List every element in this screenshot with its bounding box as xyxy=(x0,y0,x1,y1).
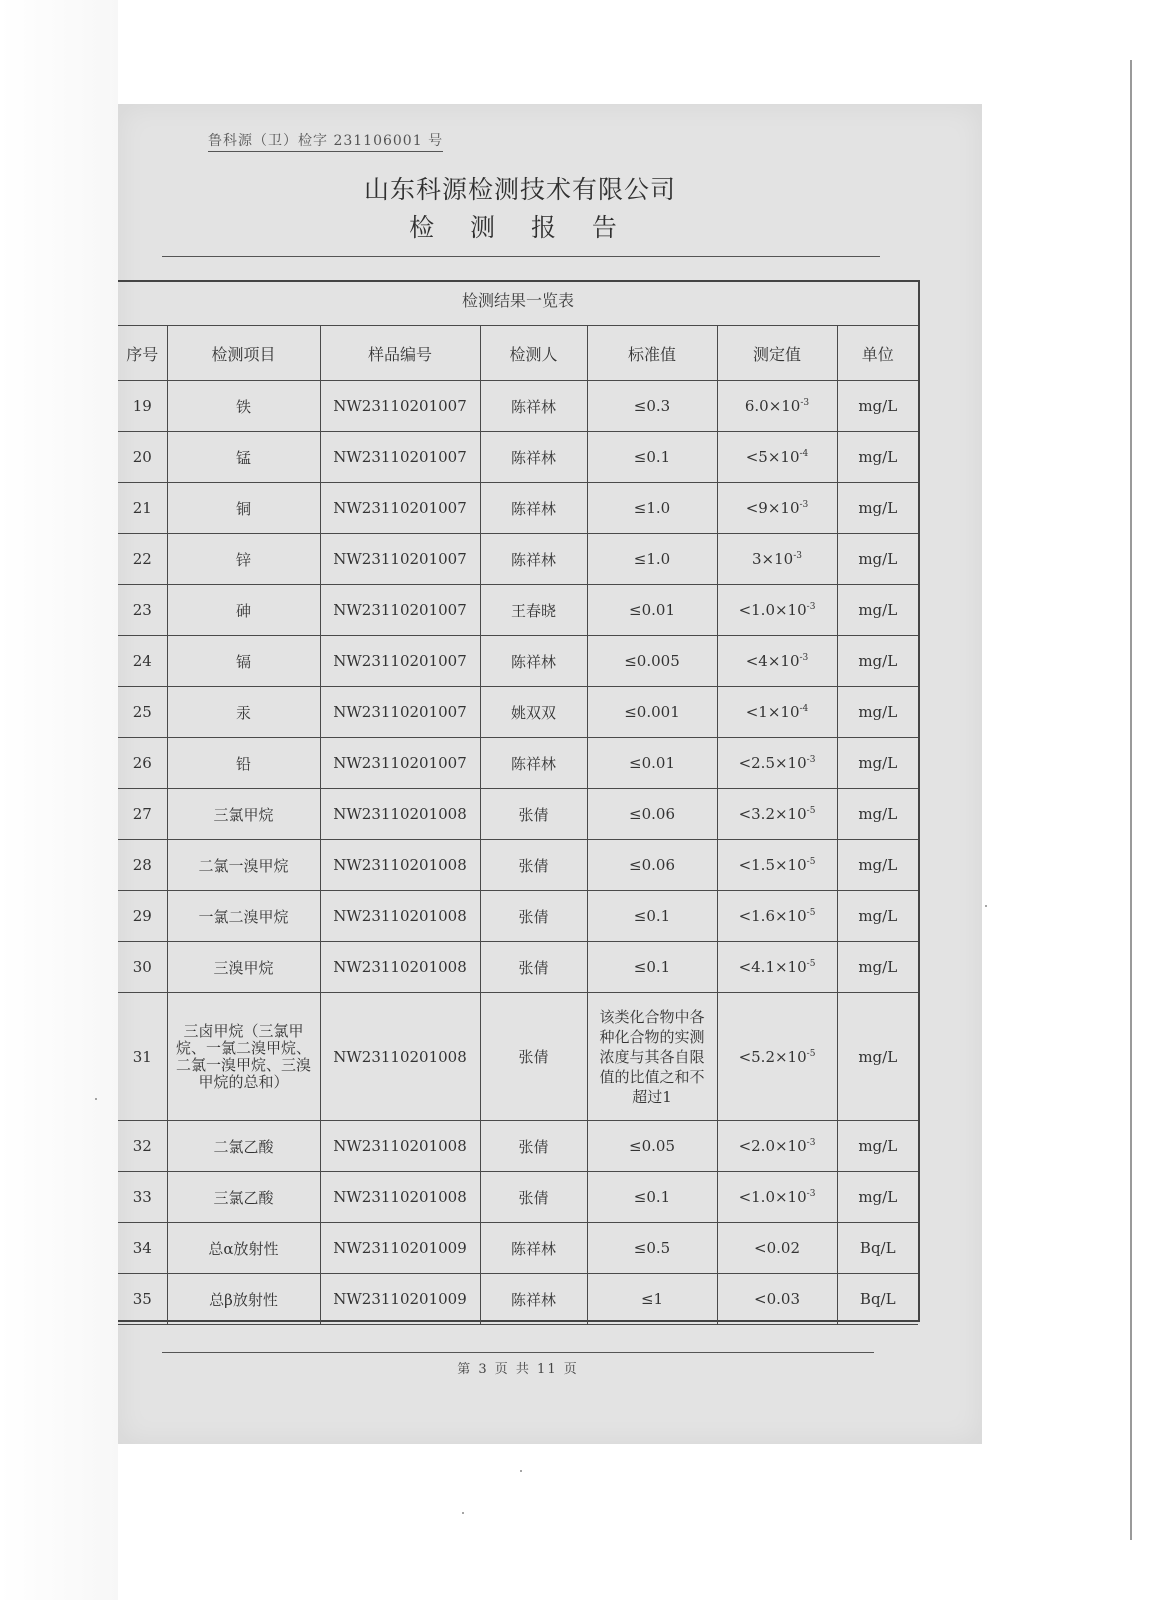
cell-tester: 王春晓 xyxy=(480,585,587,636)
cell-item: 三氯乙酸 xyxy=(167,1172,320,1223)
cell-unit: mg/L xyxy=(837,687,918,738)
results-table xyxy=(118,325,918,1325)
cell-unit: Bq/L xyxy=(837,1274,918,1325)
measured-exponent: -3 xyxy=(806,1138,816,1148)
measured-exponent: -3 xyxy=(806,1189,816,1199)
cell-item: 总β放射性 xyxy=(167,1274,320,1325)
table-row xyxy=(118,891,918,942)
cell-standard: ≤0.01 xyxy=(587,738,717,789)
cell-standard: ≤0.1 xyxy=(587,432,717,483)
table-row xyxy=(118,432,918,483)
cell-sample: NW23110201008 xyxy=(320,891,480,942)
cell-no: 31 xyxy=(118,993,167,1121)
cell-tester: 张倩 xyxy=(480,1172,587,1223)
cell-sample: NW23110201008 xyxy=(320,789,480,840)
measured-mantissa: <9×10 xyxy=(745,499,800,517)
col-header-standard: 标准值 xyxy=(587,326,717,381)
scan-speck xyxy=(985,905,987,907)
col-header-sample: 样品编号 xyxy=(320,326,480,381)
cell-unit: mg/L xyxy=(837,636,918,687)
cell-no: 23 xyxy=(118,585,167,636)
cell-no: 20 xyxy=(118,432,167,483)
cell-no: 34 xyxy=(118,1223,167,1274)
cell-unit: mg/L xyxy=(837,534,918,585)
col-header-item: 检测项目 xyxy=(167,326,320,381)
table-row xyxy=(118,738,918,789)
measured-mantissa: 3×10 xyxy=(752,550,794,568)
measured-exponent: -3 xyxy=(800,398,810,408)
cell-sample: NW23110201007 xyxy=(320,534,480,585)
cell-standard: ≤1.0 xyxy=(587,534,717,585)
measured-mantissa: <1.0×10 xyxy=(738,1188,807,1206)
table-row xyxy=(118,483,918,534)
table-row xyxy=(118,534,918,585)
cell-standard: ≤0.5 xyxy=(587,1223,717,1274)
cell-no: 22 xyxy=(118,534,167,585)
table-row xyxy=(118,1172,918,1223)
cell-tester: 陈祥林 xyxy=(480,738,587,789)
cell-no: 33 xyxy=(118,1172,167,1223)
cell-sample: NW23110201007 xyxy=(320,636,480,687)
cell-unit: mg/L xyxy=(837,1172,918,1223)
cell-no: 19 xyxy=(118,381,167,432)
cell-unit: mg/L xyxy=(837,942,918,993)
table-row xyxy=(118,840,918,891)
cell-no: 26 xyxy=(118,738,167,789)
table-caption: 检测结果一览表 xyxy=(461,291,574,310)
measured-exponent: -5 xyxy=(806,908,816,918)
cell-sample: NW23110201009 xyxy=(320,1274,480,1325)
cell-tester: 陈祥林 xyxy=(480,1223,587,1274)
cell-item: 铅 xyxy=(167,738,320,789)
cell-tester: 张倩 xyxy=(480,789,587,840)
cell-unit: mg/L xyxy=(837,1121,918,1172)
cell-sample: NW23110201007 xyxy=(320,381,480,432)
scan-margin xyxy=(0,0,118,1600)
cell-tester: 陈祥林 xyxy=(480,432,587,483)
measured-exponent: -4 xyxy=(799,704,809,714)
cell-measured: <0.03 xyxy=(717,1274,837,1325)
measured-mantissa: <1.5×10 xyxy=(738,856,807,874)
cell-sample: NW23110201008 xyxy=(320,942,480,993)
cell-measured xyxy=(717,840,837,891)
cell-standard: ≤0.05 xyxy=(587,1121,717,1172)
cell-no: 25 xyxy=(118,687,167,738)
cell-measured xyxy=(717,789,837,840)
cell-tester: 张倩 xyxy=(480,840,587,891)
cell-no: 32 xyxy=(118,1121,167,1172)
cell-item: 一氯二溴甲烷 xyxy=(167,891,320,942)
cell-measured xyxy=(717,738,837,789)
measured-exponent: -4 xyxy=(799,449,809,459)
measured-exponent: -5 xyxy=(806,806,816,816)
cell-standard: ≤0.001 xyxy=(587,687,717,738)
paper-edge xyxy=(1130,60,1132,1540)
cell-standard: ≤1 xyxy=(587,1274,717,1325)
cell-item: 镉 xyxy=(167,636,320,687)
table-header-row xyxy=(118,326,918,381)
measured-exponent: -3 xyxy=(793,551,802,561)
cell-sample: NW23110201008 xyxy=(320,1172,480,1223)
table-row xyxy=(118,1274,918,1325)
page-number: 第 3 页 共 11 页 xyxy=(457,1362,579,1377)
cell-item: 汞 xyxy=(167,687,320,738)
scan-speck xyxy=(95,1098,97,1100)
cell-sample: NW23110201007 xyxy=(320,585,480,636)
cell-standard: ≤0.1 xyxy=(587,891,717,942)
header-divider xyxy=(162,256,880,257)
cell-standard: ≤1.0 xyxy=(587,483,717,534)
cell-tester: 张倩 xyxy=(480,1121,587,1172)
table-row xyxy=(118,687,918,738)
cell-tester: 张倩 xyxy=(480,993,587,1121)
measured-mantissa: <5.2×10 xyxy=(738,1047,807,1066)
cell-item: 三氯甲烷 xyxy=(167,789,320,840)
cell-item: 二氯乙酸 xyxy=(167,1121,320,1172)
cell-item xyxy=(167,993,320,1121)
cell-standard: 该类化合物中各种化合物的实测浓度与其各自限值的比值之和不超过1 xyxy=(587,993,717,1121)
cell-standard: ≤0.06 xyxy=(587,789,717,840)
cell-unit: mg/L xyxy=(837,381,918,432)
cell-measured: <0.02 xyxy=(717,1223,837,1274)
cell-unit: mg/L xyxy=(837,585,918,636)
measured-exponent: -3 xyxy=(799,500,809,510)
cell-measured xyxy=(717,993,837,1121)
cell-unit: mg/L xyxy=(837,432,918,483)
cell-item: 总α放射性 xyxy=(167,1223,320,1274)
cell-measured xyxy=(717,942,837,993)
cell-sample: NW23110201007 xyxy=(320,738,480,789)
cell-measured xyxy=(717,381,837,432)
cell-unit: mg/L xyxy=(837,483,918,534)
measured-exponent: -3 xyxy=(806,602,816,612)
cell-tester: 陈祥林 xyxy=(480,1274,587,1325)
cell-measured xyxy=(717,1121,837,1172)
cell-measured xyxy=(717,891,837,942)
measured-mantissa: <1×10 xyxy=(745,703,800,721)
measured-mantissa: 6.0×10 xyxy=(744,397,801,415)
table-row xyxy=(118,1121,918,1172)
company-name: 山东科源检测技术有限公司 xyxy=(363,175,676,204)
col-header-unit: 单位 xyxy=(837,326,918,381)
cell-sample: NW23110201008 xyxy=(320,993,480,1121)
scan-speck xyxy=(520,1470,522,1472)
cell-standard: ≤0.06 xyxy=(587,840,717,891)
cell-measured xyxy=(717,483,837,534)
cell-no: 29 xyxy=(118,891,167,942)
measured-mantissa: <4×10 xyxy=(745,652,800,670)
cell-unit: mg/L xyxy=(837,891,918,942)
footer-divider xyxy=(162,1352,874,1353)
cell-tester: 陈祥林 xyxy=(480,636,587,687)
cell-measured xyxy=(717,687,837,738)
measured-exponent: -5 xyxy=(806,857,816,867)
cell-measured xyxy=(717,432,837,483)
cell-sample: NW23110201008 xyxy=(320,840,480,891)
cell-tester: 张倩 xyxy=(480,891,587,942)
table-row xyxy=(118,789,918,840)
cell-tester: 姚双双 xyxy=(480,687,587,738)
scan-speck xyxy=(462,1512,464,1514)
cell-sample: NW23110201009 xyxy=(320,1223,480,1274)
table-row xyxy=(118,381,918,432)
table-row xyxy=(118,942,918,993)
cell-unit: mg/L xyxy=(837,738,918,789)
item-name: 三卤甲烷 xyxy=(183,1021,244,1040)
cell-sample: NW23110201007 xyxy=(320,687,480,738)
measured-exponent: -3 xyxy=(806,755,816,765)
measured-mantissa: <1.0×10 xyxy=(738,601,807,619)
cell-item: 三溴甲烷 xyxy=(167,942,320,993)
cell-tester: 陈祥林 xyxy=(480,381,587,432)
measured-mantissa: <2.0×10 xyxy=(738,1137,807,1155)
measured-exponent: -3 xyxy=(799,653,809,663)
cell-unit: Bq/L xyxy=(837,1223,918,1274)
cell-item: 二氯一溴甲烷 xyxy=(167,840,320,891)
cell-no: 28 xyxy=(118,840,167,891)
cell-no: 21 xyxy=(118,483,167,534)
measured-exponent: -5 xyxy=(806,959,816,969)
cell-sample: NW23110201008 xyxy=(320,1121,480,1172)
cell-standard: ≤0.01 xyxy=(587,585,717,636)
cell-measured xyxy=(717,534,837,585)
col-header-measured: 测定值 xyxy=(717,326,837,381)
cell-standard: ≤0.1 xyxy=(587,1172,717,1223)
table-row xyxy=(118,585,918,636)
cell-tester: 陈祥林 xyxy=(480,483,587,534)
cell-item: 锰 xyxy=(167,432,320,483)
cell-item: 锌 xyxy=(167,534,320,585)
cell-standard: ≤0.1 xyxy=(587,942,717,993)
report-number: 鲁科源（卫）检字 231106001 号 xyxy=(208,130,443,152)
cell-unit: mg/L xyxy=(837,789,918,840)
cell-tester: 张倩 xyxy=(480,942,587,993)
cell-measured xyxy=(717,636,837,687)
cell-unit: mg/L xyxy=(837,840,918,891)
measured-mantissa: <1.6×10 xyxy=(738,907,807,925)
cell-item: 砷 xyxy=(167,585,320,636)
measured-exponent: -5 xyxy=(806,1048,816,1059)
cell-no: 24 xyxy=(118,636,167,687)
col-header-no: 序号 xyxy=(118,326,167,381)
cell-standard: ≤0.3 xyxy=(587,381,717,432)
cell-no: 27 xyxy=(118,789,167,840)
cell-tester: 陈祥林 xyxy=(480,534,587,585)
col-header-tester: 检测人 xyxy=(480,326,587,381)
table-row xyxy=(118,636,918,687)
cell-measured xyxy=(717,1172,837,1223)
cell-sample: NW23110201007 xyxy=(320,483,480,534)
cell-no: 30 xyxy=(118,942,167,993)
cell-measured xyxy=(717,585,837,636)
cell-item: 铜 xyxy=(167,483,320,534)
table-row xyxy=(118,993,918,1121)
cell-no: 35 xyxy=(118,1274,167,1325)
measured-mantissa: <4.1×10 xyxy=(738,958,807,976)
cell-item: 铁 xyxy=(167,381,320,432)
item-note: （三氯甲烷、一氯二溴甲烷、二氯一溴甲烷、三溴甲烷的总和） xyxy=(175,1021,311,1091)
report-title: 检 测 报 告 xyxy=(409,213,631,242)
cell-unit: mg/L xyxy=(837,993,918,1121)
cell-standard: ≤0.005 xyxy=(587,636,717,687)
measured-mantissa: <3.2×10 xyxy=(738,805,807,823)
measured-mantissa: <5×10 xyxy=(745,448,800,466)
cell-sample: NW23110201007 xyxy=(320,432,480,483)
table-row xyxy=(118,1223,918,1274)
measured-mantissa: <2.5×10 xyxy=(738,754,807,772)
